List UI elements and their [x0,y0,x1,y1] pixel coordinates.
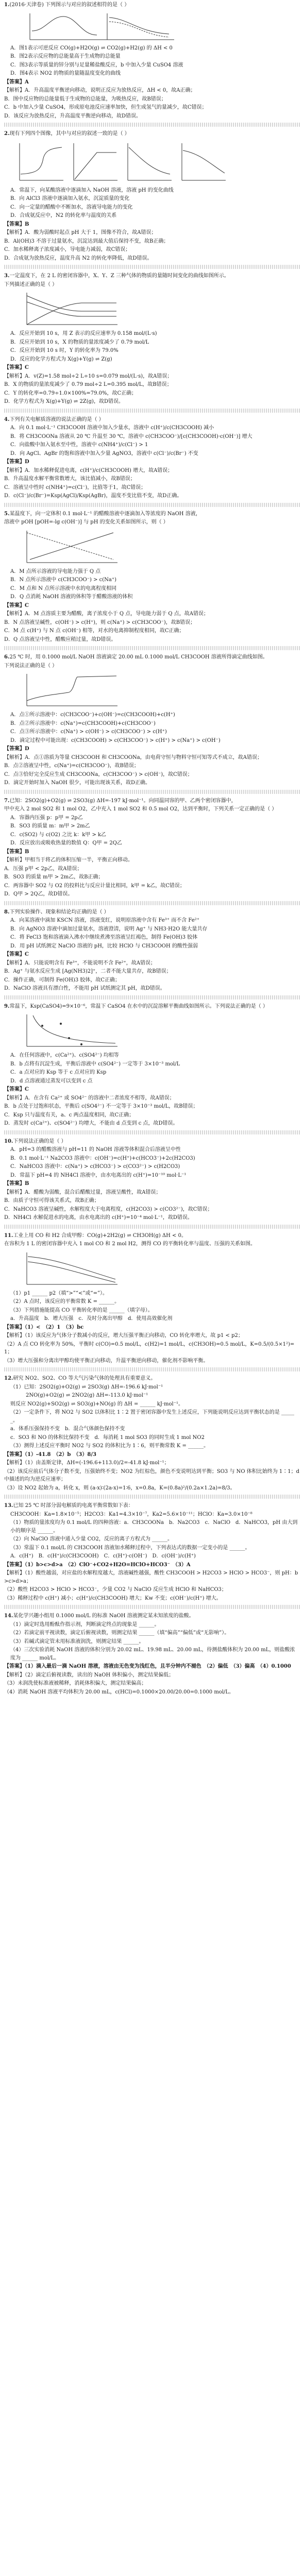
analysis-line: A．压强 p甲 < 2p乙，故A错误； [4,866,82,872]
option: B．向 AlCl3 溶液中逐滴加入氨水，沉淀质量的变化 [10,196,130,201]
question-stem-cont: 溶液中 pOH [pOH=-lg c(OH⁻)] 与 pH 的变化关系如图所示，则（ ） [4,519,168,525]
analysis-line: 【解析】A．升高温度平衡逆向移动，说明正反应为放热反应，ΔH < 0，故A正确； [4,88,196,93]
sub-question: （1）p1 ______ p2（填“>”“<”或“=”）。 [10,1290,108,1296]
option: B．反应开始到 10 s，X 的物质的量浓度减少了 0.79 mol/L [10,339,149,345]
analysis-line: B．X 的物质的量浓度减少了 0.79 mol÷2 L=0.395 mol/L，故B错误； [4,382,172,387]
answer: 【答案】B [4,221,29,227]
conversion-temperature-graph-figure [20,1250,123,1287]
answer: 【答案】C [4,952,29,957]
option: D．向 AgCl、AgBr 的饱和溶液中加入少量 AgNO3，溶液中 c(Cl⁻)/c(Br⁻) 不变 [10,450,198,456]
option: C．反应开始到 10 s 时，Y 的转化率为 79.0% [10,348,119,353]
divider [4,409,300,413]
sub-question: 2NO(g)+O2(g) ⇌ 2NO2(g) ΔH=-113.0 kJ·mol⁻¹ [10,1393,148,1398]
sub-question: CH3COOH：Ka=1.8×10⁻⁵；H2CO3：Ka1=4.3×10⁻⁷，Ka2=5.6×10⁻¹¹；HClO：Ka=3.0×10⁻⁸ [10,1511,252,1517]
analysis-line: D．合成氨为放热反应，温度升高 N2 的转化率降低，故D错误。 [4,255,153,261]
sub-question: 则反应 NO2(g)+SO2(g) ⇌ SO3(g)+NO(g) 的 ΔH = ______ kJ·mol⁻¹。 [10,1401,184,1407]
sub-question: c．SO3 和 NO 的体积比保持不变 d．每消耗 1 mol SO3 的同时生成 1 mol NO2 [10,1434,205,1440]
sub-question: （1）滴定时选用酚酞作指示剂，判断滴定终点的现象是 ______。 [10,1621,160,1628]
sub-question: （3）下列措施能提高 CO 平衡转化率的是 ______（填字母）。 [10,1307,153,1313]
solubility-curve-figure [20,1012,123,1049]
analysis-line: B．b 点处于过饱和状态，平衡后 c(SO4²⁻) 不一定等于 3×10⁻³ mol/L，故B错误； [4,1104,198,1109]
question-block [4,1612,300,1696]
answer: 【答案】（1）滴入最后一滴 NaOH 溶液，溶液由无色变为浅红色，且半分钟内不褪色 （2）偏低 （3）偏高 （4）0.1000 [4,1664,291,1669]
option: B．0.1 mol·L⁻¹ Na2CO3 溶液中：c(OH⁻)=c(H⁺)+c(HCO3⁻)+2c(H2CO3) [10,1155,195,1161]
question-number: 8. [4,909,10,915]
option: B．SO3 的质量 m：m甲 > 2m乙 [10,823,90,829]
question-block [4,1,300,120]
analysis-line: C．NaHCO3 溶液呈碱性，水解程度大于电离程度，c(H2CO3) > c(CO3²⁻)，故C错误； [4,1206,213,1212]
sub-question: （2）若滴定前平视读数，滴定后俯视读数，则测定结果 ______（填“偏高”“偏低”或“无影响”）。 [10,1630,230,1636]
analysis-line: B．N 点溶液呈碱性，c(OH⁻) > c(H⁺)，则 c(Na⁺) > c(CH3COO⁻)，故B错误； [4,619,196,625]
question-block [4,272,300,406]
question-stem: 某化学兴趣小组用 0.1000 mol/L 的标准 NaOH 溶液测定某未知浓度的盐酸。 [13,1613,194,1619]
question-stem: 工业上用 CO 和 H2 合成甲醇：CO(g)+2H2(g) ⇌ CH3OH(g) ΔH < 0。 [13,1232,187,1239]
analysis-line: （2）酸性 H2CO3 > HClO > HCO3⁻，少量 CO2 与 NaClO 反应生成 HClO 和 NaHCO3； [4,1587,227,1592]
question-number: 5. [4,511,10,517]
poh-ph-graph-figure [20,529,123,566]
analysis-line: （2）A 点 CO 转化率为 50%，平衡时 c(CO)=0.5 mol/L，c(H2)=1 mol/L，c(CH3OH)=0.5 mol/L，K=0.5/(0.5×1²)=1； [4,1341,295,1355]
divider [4,646,300,650]
question-stem-cont: 下列说法正确的是（ ） [4,663,58,669]
option: D．滴定过程中可能出现：c(CH3COOH) > c(CH3COO⁻) > c(H⁺) > c(Na⁺) > c(OH⁻) [10,737,221,743]
divider [4,901,300,905]
sub-question: （2）一定条件下，将 NO2 与 SO2 以体积比 1∶2 置于密闭容器中发生上述反应，下列能说明反应达到平衡状态的是 ______。 [10,1410,295,1423]
analysis-line: D．Q甲 > 2Q乙，故D错误。 [4,891,73,897]
analysis-line: B．由质子守恒可得该关系式，故B正确； [4,1198,99,1204]
analysis-line: B．Ag⁺ 与氨水反应生成 [Ag(NH3)2]⁺，二者不能大量共存，故B错误； [4,969,172,974]
question-stem: 已知 25 ℃ 时部分弱电解质的电离平衡常数如下表： [13,1503,133,1509]
sub-question: a．体系压强保持不变 b．混合气体颜色保持不变 [10,1426,125,1432]
answer: 【答案】D [4,746,29,752]
option: D．Q 点消耗 NaOH 溶液的体积等于醋酸溶液的体积 [10,594,133,600]
question-number: 6. [4,654,10,660]
sub-question: （3）常温下 0.1 mol/L 的 CH3COOH 溶液加水稀释过程中，下列表达式的数据一定变小的是 ______。 [10,1545,250,1551]
divider [4,123,300,127]
option: A．反应开始到 10 s，用 Z 表示的反应速率为 0.158 mol/(L·s) [10,331,157,336]
analysis-line: 【解析】（1）酸性越弱，对应盐的水解程度越大，溶液碱性越强，酸性 CH3COOH > H2CO3 > HClO > HCO3⁻，则 pH：b>c>d>a； [4,1570,298,1584]
option: A．pH=3 的醋酸溶液与 pH=11 的 NaOH 溶液等体积混合后溶液呈中性 [10,1147,181,1153]
divider [4,1130,300,1134]
titration-curve-figure [20,672,123,709]
analysis-line: D．NaClO 溶液具有漂白性，不能用 pH 试纸测定其 pH，故D错误。 [4,986,165,991]
analysis-line: D．c(Cl⁻)/c(Br⁻)=Ksp(AgCl)/Ksp(AgBr)，温度不变比值不变，故D正确。 [4,493,182,499]
option: C．向盐酸中加入氨水至中性，溶液中 c(NH4⁺)/c(Cl⁻) > 1 [10,442,148,448]
question-block [4,797,300,899]
option: A．在任何溶液中，c(Ca²⁺)、c(SO4²⁻) 均相等 [10,1053,119,1058]
energy-diagram-figure [25,11,179,42]
option: D．d 点溶液通过蒸发可以变到 c 点 [10,1078,93,1084]
question-number: 9. [4,1003,10,1009]
question-stem: 一定温度下，在 2 L 的密闭容器中，X、Y、Z 三种气体的物质的量随时间变化的曲线如图所示。 [9,273,229,279]
question-block [4,908,300,993]
question-stem: (2016·天津卷) 下列图示与对应的叙述相符的是（ ） [9,2,130,8]
analysis-line: B．SO3 的质量 m甲 > 2m乙，故B正确； [4,874,104,880]
answer: 【答案】（1）-41.8 （2）b （3）8/3 [4,1451,96,1458]
option: A．向 0.1 mol·L⁻¹ CH3COOH 溶液中加入少量水，溶液中 c(H⁺)/c(CH3COOH) 减小 [10,425,214,431]
question-block [4,1138,300,1222]
analysis-line: 【解析】A．只能说明含有 Fe³⁺，不能说明不含 Fe²⁺，故A错误； [4,960,156,966]
question-number: 14. [4,1613,13,1619]
question-stem-cont: 下列描述正确的是（ ） [4,281,58,287]
question-stem: 25 ℃ 时，用 0.1000 mol/L NaOH 溶液滴定 20.00 mL 0.1000 mol/L CH3COOH 溶液所得滴定曲线如图。 [9,654,268,660]
divider [4,995,300,999]
analysis-line: C．操作正确，可制得 Fe(OH)3 胶体，故C正确； [4,977,121,983]
question-number: 12. [4,1376,13,1381]
question-block [4,1375,300,1492]
sub-question: （2）向 NaClO 溶液中通入少量 CO2，反应的离子方程式为 ______。 [10,1536,173,1542]
sub-question: （4）三次实验消耗 NaOH 溶液的体积分别为 20.02 mL、19.98 mL、20.00 mL，待测盐酸体积为 20.00 mL，则盐酸浓度为 ______ mol/L。 [10,1647,295,1661]
analysis-line: 【解析】（1）该反应为气体分子数减小的反应，增大压强平衡正向移动，CO 转化率增大，故 p1 < p2； [4,1333,243,1338]
analysis-line: C．Y 的转化率=0.79÷1.0×100%=79.0%，故C正确； [4,390,137,396]
option: B．向 AgNO3 溶液中滴加过量氨水，溶液澄清，说明 Ag⁺ 与 NH3·H2O 能大量共存 [10,926,208,932]
question-stem: 下列有关电解质溶液的说法正确的是（ ） [9,416,104,422]
question-block [4,1502,300,1602]
answer: 【答案】C [4,365,29,370]
analysis-line: （3）未润洗使标准液被稀释，消耗体积偏大，测定结果偏高； [4,1681,147,1686]
question-block [4,1003,300,1128]
analysis-line: C．加水稀释离子浓度减小，导电能力减弱，故C错误； [4,247,131,252]
option: B．将 CH3COONa 溶液从 20 ℃ 升温至 30 ℃，溶液中 c(CH3COO⁻)/[c(CH3COOH)·c(OH⁻)] 增大 [10,433,252,439]
divider [4,1495,300,1499]
analysis-line: B．图中反应物的总能量低于生成物的总能量，为吸热反应，故B错误； [4,96,166,102]
option: C．图3表示等质量的锌分别与足量稀盐酸反应，b 中加入少量 CuSO4 溶液 [10,62,183,68]
analysis-line: D．该反应为放热反应，升高温度平衡逆向移动，故D错误。 [4,113,142,119]
analysis-line: 【解析】A．点①溶质为等量 CH3COOH 和 CH3COONa，由电荷守恒与物料守恒可知等式不成立，故A错误； [4,754,262,760]
question-stem: 某温度下，向一定体积 0.1 mol·L⁻¹ 的醋酸溶液中逐滴加入等浓度的 NaOH 溶液， [9,511,201,517]
analysis-line: D．NH4Cl 水解促进水的电离，由水电离出的 c(H⁺)=10⁻⁴ mol·L⁻¹，故D错误。 [4,1215,193,1221]
option: C．M 点和 N 点所示溶液中水的电离程度相同 [10,585,117,591]
option: B．b 点将有沉淀生成，平衡后溶液中 c(SO4²⁻) 一定等于 3×10⁻³ mol/L [10,1061,180,1067]
question-number: 3. [4,273,10,279]
question-number: 7. [4,798,10,804]
option: A．M 点所示溶液的导电能力强于 Q 点 [10,568,101,574]
option: C．c(SO2) 与 c(O2) 之比 k：k甲 > k乙 [10,832,107,838]
answer: 【答案】C [4,1087,29,1092]
answer: 【答案】（1）< （2）1 （3）bc [4,1324,84,1330]
answer: 【答案】A [4,79,29,85]
question-number: 13. [4,1503,13,1509]
option: A．图1表示可逆反应 CO(g)+H2O(g) ⇌ CO2(g)+H2(g) 的 ΔH < 0 [10,45,173,51]
analysis-line: B．点②溶液呈中性，c(Na⁺)=c(CH3COO⁻)，故B错误； [4,763,139,769]
option: D．反应的化学方程式为 X(g)+Y(g) ⇌ Z(g) [10,356,112,362]
question-stem: 下列实验操作、现象和结论均正确的是（ ） [9,909,109,915]
amount-time-graph-figure [20,291,123,328]
question-block [4,510,300,644]
option: C．NaHCO3 溶液中：c(Na⁺) > c(HCO3⁻) > c(CO3²⁻) > c(H2CO3) [10,1164,180,1170]
sub-question: （1）已知：2SO2(g)+O2(g) ⇌ 2SO3(g) ΔH=-196.6 kJ·mol⁻¹ [10,1384,163,1390]
divider [4,790,300,794]
option: A．向某溶液中滴加 KSCN 溶液，溶液变红，说明原溶液中含有 Fe³⁺ 而不含 Fe²⁺ [10,918,200,923]
question-number: 11. [4,1232,13,1239]
option: A．常温下，向某酸溶液中逐滴加入 NaOH 溶液，溶液 pH 的变化曲线 [10,187,174,193]
analysis-line: （3）增大压强和分离出甲醇均使平衡正向移动，升温平衡逆向移动，催化剂不影响平衡。 [4,1358,209,1364]
analysis-line: 【解析】A．酸为弱酸时起点 pH 大于 1，图像不符合，故A错误； [4,230,157,235]
analysis-line: C．两容器中 SO2 与 O2 的投料比与反应计量比相同，k甲 = k乙，故C错误； [4,883,185,889]
analysis-line: （3）稀释过程中 c(H⁺) 减小；c(H⁺)/c(CH3COOH) 增大；Kw 不变；c(OH⁻)/c(H⁺) 增大。 [4,1595,222,1601]
analysis-line: 【解析】A．在含有 Ca²⁺ 或 SO4²⁻ 的溶液中二者浓度不相等，故A错误； [4,1095,175,1101]
analysis-line: D．滴定开始时加入 NaOH 很少，可能出现该关系，故D正确。 [4,780,151,786]
question-stem: 现有下列四个图像，其中与对应的叙述一致的是（ ） [9,131,130,137]
analysis-line: B．Al(OH)3 不溶于过量氨水，沉淀达到最大值后保持不变，故B正确； [4,238,169,244]
sub-question: （3）测得上述反应平衡时 NO2 与 SO2 的体积比为 1∶6，则平衡常数 K = ______。 [10,1443,209,1449]
option: C．向一定量的醋酸中不断加水，溶液导电能力的变化 [10,204,133,210]
analysis-line: 【解析】甲相当于将乙的体积压缩一半，平衡正向移动。 [4,857,133,863]
answer: 【答案】B [4,1181,29,1187]
question-block [4,653,300,787]
analysis-line: D．蒸发时 c(Ca²⁺)、c(SO4²⁻) 均增大，不能由 d 点变到 c 点，故D错误。 [4,1121,178,1126]
question-stem: 下列说法正确的是（ ） [13,1138,66,1144]
sub-question: a．升高温度 b．增大压强 c．及时分离出甲醇 d．使用高效催化剂 [10,1316,173,1321]
analysis-line: C．Ksp 只与温度有关，a、c 两点温度相同，故C正确； [4,1112,134,1118]
answer: 【答案】B [4,849,29,855]
option: C．将 FeCl3 饱和溶液滴入沸水中继续煮沸至溶液呈红褐色，制得 Fe(OH)3 胶体 [10,935,198,940]
option: B．N 点所示溶液中 c(CH3COO⁻) > c(Na⁺) [10,577,117,583]
analysis-line: C．溶液呈中性时 c(NH4⁺)=c(Cl⁻)，比值等于1，故C错误； [4,484,146,490]
question-block [4,130,300,262]
analysis-line: （3）设 NO2 起始为 a，转化 x，则 (a-x)∶(2a-x)=1∶6，x=0.8a，K=(0.8a)²/(0.2a×1.2a)=8/3。 [4,1485,235,1491]
question-block [4,1232,300,1365]
question-block [4,416,300,500]
option: A．点①所示溶液中：c(CH3COO⁻)+c(OH⁻)=c(CH3COOH)+c(H⁺) [10,712,175,718]
answer: 【答案】C [4,602,29,608]
divider [4,265,300,269]
divider [4,1367,300,1371]
question-number: 2. [4,131,10,137]
analysis-line: 【解析】A．醋酸为弱酸，混合后醋酸过量，溶液呈酸性，故A错误； [4,1189,161,1195]
option: C．点③所示溶液中：c(Na⁺) > c(OH⁻) > c(CH3COO⁻) > c(H⁺) [10,729,167,735]
analysis-line: 【解析】A．加水稀释促进电离，c(H⁺)/c(CH3COOH) 增大，故A错误； [4,467,173,473]
divider [4,503,300,507]
option: D．用 pH 试纸测定 NaClO 溶液的 pH，比较 HClO 与 CH3COOH 的酸性强弱 [10,943,198,949]
answer: 【答案】D [4,459,29,465]
option: B．点②所示溶液中：c(Na⁺)=c(CH3COOH)+c(CH3COO⁻) [10,720,156,726]
analysis-line: （4）消耗 NaOH 溶液平均体积为 20.00 mL，c(HCl)=0.1000×20.00/20.00=0.1000 mol/L。 [4,1689,234,1695]
analysis-line: C．M 点 c(H⁺) 与 N 点 c(OH⁻) 相等，对水的电离抑制程度相同，故C正确； [4,628,184,634]
divider [4,1605,300,1609]
question-stem: 研究 NO2、SO2、CO 等大气污染气体的处理具有重要意义。 [13,1376,156,1381]
analysis-line: 【解析】（1）由盖斯定律，ΔH=(-196.6+113.0)/2=-41.8 kJ·mol⁻¹； [4,1460,170,1466]
analysis-line: C．点③恰好完全反应生成 CH3COONa，c(CH3COO⁻) > c(OH⁻)，故C错误； [4,771,193,777]
analysis-line: D．Q 点溶液呈中性，醋酸应稍过量，故D错误。 [4,636,116,642]
question-stem-cont: 甲中充入 2 mol SO2 和 1 mol O2，乙中充入 1 mol SO2 和 0.5 mol O2，达到平衡时，下列关系一定正确的是（ ） [4,806,277,812]
divider [4,1225,300,1229]
question-stem: 常温下，Ksp(CaSO4)=9×10⁻⁶，常温下 CaSO4 在水中的沉淀溶解平衡曲线如图所示。下列说法正确的是（ ） [9,1003,268,1009]
analysis-line: （2）该反应前后气体分子数不变，压强始终不变；NO2 为红棕色，颜色不变说明达到平衡；SO3 与 NO 体积比始终为 1∶1；d 中描述的均为逆反应速率； [4,1468,300,1482]
analysis-line: 【解析】A．v(Z)=1.58 mol÷2 L÷10 s=0.079 mol/(L·s)，故A错误； [4,373,173,379]
option: D．常温下 pH=4 的 NH4Cl 溶液中，由水电离出的 c(H⁺)=10⁻¹⁰ mol·L⁻¹ [10,1172,187,1178]
sub-question: （2）A 点时，该反应的平衡常数 K = ______。 [10,1299,120,1304]
option: B．图2表示反应物的总能量高于生成物的总能量 [10,54,121,59]
option: D．反应放出或吸收热量的数值 Q：Q甲 = 2Q乙 [10,840,122,846]
analysis-line: D．化学方程式为 X(g)+Y(g) ⇌ 2Z(g)，故D错误。 [4,399,124,404]
sub-question: （1）物质的量浓度均为 0.1 mol/L 的四种溶液：a．CH3COONa b．Na2CO3 c．NaClO d．NaHCO3，pH 由大到小的顺序是 ______。 [10,1520,298,1534]
answer: 【答案】（1）b>c>d>a （2）ClO⁻+CO2+H2O=HClO+HCO3⁻ （3）A [4,1562,191,1568]
four-graphs-figure [14,140,231,184]
option: A．容器内压强 p：p甲 = 2p乙 [10,815,83,821]
question-stem-cont: 在容积为 1 L 的密闭容器中充入 1 mol CO 和 2 mol H2，测得 CO 的平衡转化率与温度、压强的关系如图。 [4,1241,256,1247]
question-number: 4. [4,416,10,422]
option: C．a 点对应的 Ksp 等于 c 点对应的 Ksp [10,1070,107,1075]
question-number: 1. [4,2,10,8]
analysis-line: 【解析】（2）滴定后俯视读数，读出的 NaOH 体积偏小，测定结果偏低； [4,1672,174,1678]
sub-question: （3）若碱式滴定管未用标准液润洗，则测定结果 ______。 [10,1638,144,1645]
question-stem: 已知：2SO2(g)+O2(g) ⇌ 2SO3(g) ΔH=-197 kJ·mol⁻¹。向同温同容的甲、乙两个密闭容器中， [9,798,237,804]
sub-question: A．c(H⁺) B．c(H⁺)/c(CH3COOH) C．c(H⁺)·c(OH⁻) D．c(OH⁻)/c(H⁺) [10,1553,196,1559]
option: D．合成氨反应中，N2 的转化率与温度的关系 [10,213,117,218]
analysis-line: 【解析】A．M 点溶质主要为醋酸，离子浓度小于 Q 点，导电能力弱于 Q 点，故A错误； [4,611,209,617]
option: D．图4表示 NO2 的物质的量随温度变化的曲线 [10,71,121,76]
analysis-line: C．b 中加入少量 CuSO4，形成原电池反应速率加快，但生成氢气的量减少，故C错误； [4,105,207,110]
analysis-line: B．升高温度水解平衡常数增大，该比值减小，故B错误； [4,476,136,482]
question-number: 10. [4,1138,13,1144]
